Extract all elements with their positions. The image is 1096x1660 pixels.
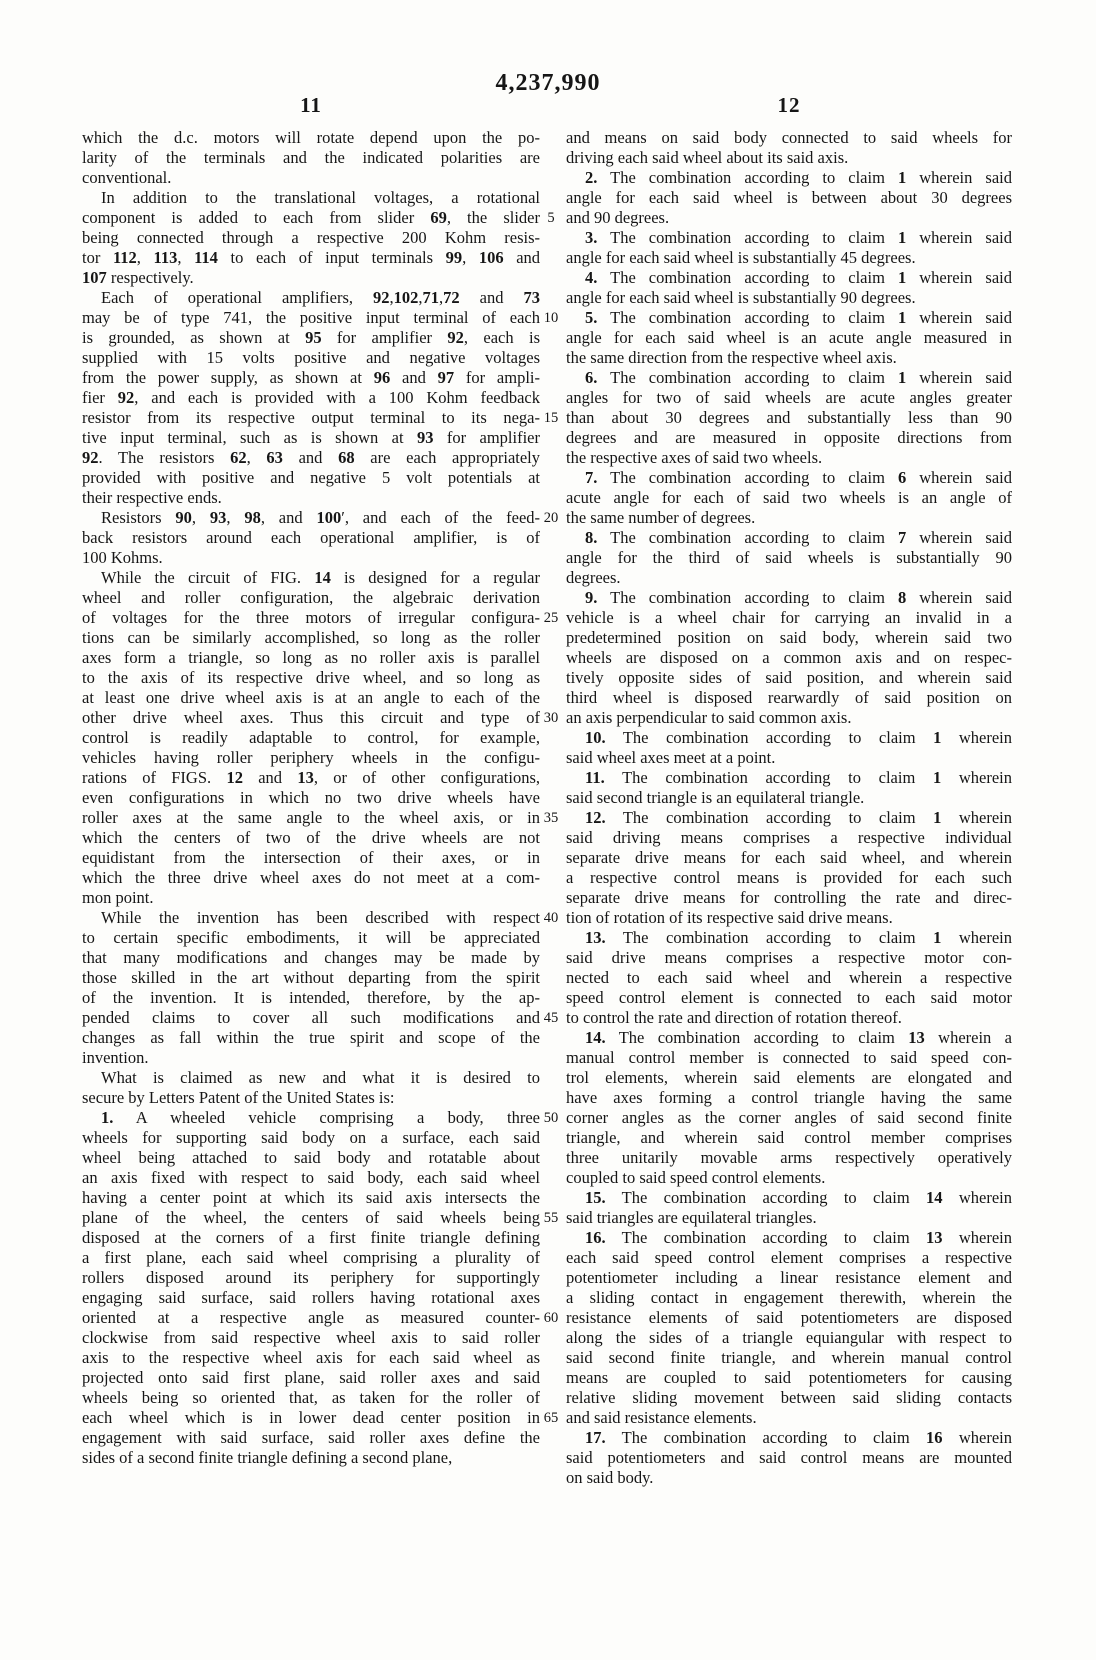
text-line: tively opposite sides of said position, and wherein said <box>566 668 1012 687</box>
right-column-text <box>566 128 1012 1488</box>
text-line: the same number of degrees. <box>566 508 756 527</box>
line-number: 40 <box>543 910 559 926</box>
text-line: a sliding contact in engagement therewith, wherein the <box>566 1288 1012 1307</box>
text-line: 17. The combination according to claim 16 wherein <box>585 1428 1012 1447</box>
text-line: manual control member is connected to said speed con- <box>566 1048 1012 1067</box>
text-line: said wheel axes meet at a point. <box>566 748 776 767</box>
text-line: corner angles as the corner angles of said second finite <box>566 1108 1012 1127</box>
text-line: said driving means comprises a respective individual <box>566 828 1012 847</box>
text-line: plane of the wheel, the centers of said wheels being <box>82 1208 540 1227</box>
text-line: engaging said surface, said rollers having rotational axes <box>82 1288 540 1307</box>
text-line: resistance elements of said potentiometers are disposed <box>566 1308 1012 1327</box>
text-line: angle for each said wheel is substantially 90 degrees. <box>566 288 916 307</box>
text-line: separate drive means for each said wheel, and wherein <box>566 848 1012 867</box>
text-line: is grounded, as shown at 95 for amplifier 92, each is <box>82 328 540 347</box>
text-line: roller axes at the same angle to the wheel axis, or in <box>82 808 540 827</box>
text-line: 10. The combination according to claim 1 wherein <box>585 728 1012 747</box>
text-line: rations of FIGS. 12 and 13, or of other configurations, <box>82 768 540 787</box>
text-line: 5. The combination according to claim 1 wherein said <box>585 308 1012 327</box>
text-line: engagement with said surface, said roller axes define the <box>82 1428 540 1447</box>
text-line: fier 92, and each is provided with a 100 Kohm feedback <box>82 388 540 407</box>
text-line: said second triangle is an equilateral triangle. <box>566 788 865 807</box>
text-line: to the axis of its respective drive wheel, and so long as <box>82 668 540 687</box>
text-line: of the invention. It is intended, therefore, by the ap- <box>82 988 540 1007</box>
text-line: three unitarily movable arms respectively operatively <box>566 1148 1012 1167</box>
text-line: a respective control means is provided for each such <box>566 868 1012 887</box>
text-line: other drive wheel axes. Thus this circuit and type of <box>82 708 540 727</box>
text-line: 1. A wheeled vehicle comprising a body, three <box>101 1108 540 1127</box>
text-line: acute angle for each of said two wheels is an angle of <box>566 488 1012 507</box>
text-line: a first plane, each said wheel comprising a plurality of <box>82 1248 540 1267</box>
line-number: 60 <box>543 1310 559 1326</box>
text-line: an axis fixed with respect to said body, each said wheel <box>82 1168 540 1187</box>
text-line: being connected through a respective 200 Kohm resis- <box>82 228 540 247</box>
text-line: the respective axes of said two wheels. <box>566 448 823 467</box>
text-line: changes as fall within the true spirit and scope of the <box>82 1028 540 1047</box>
text-line: angle for the third of said wheels is substantially 90 <box>566 548 1012 567</box>
text-line: In addition to the translational voltages, a rotational <box>101 188 540 207</box>
text-line: disposed at the corners of a first finite triangle defining <box>82 1228 540 1247</box>
text-line: means are coupled to said potentiometers for causing <box>566 1368 1012 1387</box>
text-line: relative sliding movement between said sliding contacts <box>566 1388 1012 1407</box>
text-line: triangle, and wherein said control member comprises <box>566 1128 1012 1147</box>
text-line: While the invention has been described with respect <box>101 908 540 927</box>
text-line: 3. The combination according to claim 1 wherein said <box>585 228 1012 247</box>
text-line: Resistors 90, 93, 98, and 100′, and each of the feed- <box>101 508 540 527</box>
text-line: each said speed control element comprises a respective <box>566 1248 1012 1267</box>
line-number: 25 <box>543 610 559 626</box>
text-line: said triangles are equilateral triangles. <box>566 1208 817 1227</box>
text-line: vehicles having roller periphery wheels in the configu- <box>82 748 540 767</box>
left-column-number: 11 <box>300 93 322 117</box>
text-line: angle for each said wheel is an acute angle measured in <box>566 328 1012 347</box>
text-line: from the power supply, as shown at 96 and 97 for ampli- <box>82 368 540 387</box>
text-line: back resistors around each operational amplifier, is of <box>82 528 540 547</box>
line-number-gutter <box>536 128 566 1528</box>
text-line: and 90 degrees. <box>566 208 670 227</box>
text-line: clockwise from said respective wheel axis to said roller <box>82 1328 540 1347</box>
text-line: pended claims to cover all such modifications and <box>82 1008 540 1027</box>
text-line: 2. The combination according to claim 1 wherein said <box>585 168 1012 187</box>
text-line: and said resistance elements. <box>566 1408 757 1427</box>
text-line: to certain specific embodiments, it will be appreciated <box>82 928 540 947</box>
text-line: larity of the terminals and the indicated polarities are <box>82 148 540 167</box>
text-line: to control the rate and direction of rotation thereof. <box>566 1008 902 1027</box>
text-line: each wheel which is in lower dead center position in <box>82 1408 540 1427</box>
text-line: 100 Kohms. <box>82 548 163 567</box>
text-line: tive input terminal, such as is shown at 93 for amplifier <box>82 428 540 447</box>
text-line: 9. The combination according to claim 8 wherein said <box>585 588 1012 607</box>
text-line: separate drive means for controlling the rate and direc- <box>566 888 1012 907</box>
text-line: those skilled in the art without departing from the spirit <box>82 968 540 987</box>
text-line: sides of a second finite triangle defining a second plane, <box>82 1448 453 1467</box>
text-line: 92. The resistors 62, 63 and 68 are each appropriately <box>82 448 540 467</box>
text-line: rollers disposed around its periphery for supportingly <box>82 1268 540 1287</box>
text-line: tor 112, 113, 114 to each of input terminals 99, 106 and <box>82 248 540 267</box>
text-line: angle for each said wheel is substantially 45 degrees. <box>566 248 916 267</box>
text-line: axes form a triangle, so long as no roller axis is parallel <box>82 648 540 667</box>
line-number: 55 <box>543 1210 559 1226</box>
text-line: wheels being so oriented that, as taken for the roller of <box>82 1388 540 1407</box>
text-line: oriented at a respective angle as measured counter- <box>82 1308 540 1327</box>
text-line: 7. The combination according to claim 6 wherein said <box>585 468 1012 487</box>
text-line: even configurations in which no two drive wheels have <box>82 788 540 807</box>
text-line: may be of type 741, the positive input terminal of each <box>82 308 540 327</box>
text-line: which the three drive wheel axes do not meet at a com- <box>82 868 540 887</box>
text-line: having a center point at which its said axis intersects the <box>82 1188 540 1207</box>
text-line: vehicle is a wheel chair for carrying an invalid in a <box>566 608 1012 627</box>
text-line: What is claimed as new and what it is desired to <box>101 1068 540 1087</box>
text-line: 16. The combination according to claim 13 wherein <box>585 1228 1012 1247</box>
line-number: 15 <box>543 410 559 426</box>
line-number: 30 <box>543 710 559 726</box>
text-line: control is readily adaptable to control, for example, <box>82 728 540 747</box>
text-line: 8. The combination according to claim 7 wherein said <box>585 528 1012 547</box>
text-line: angles for two of said wheels are acute angles greater <box>566 388 1012 407</box>
text-line: along the sides of a triangle equiangular with respect to <box>566 1328 1012 1347</box>
text-line: the same direction from the respective wheel axis. <box>566 348 897 367</box>
text-line: component is added to each from slider 69, the slider <box>82 208 540 227</box>
text-line: 11. The combination according to claim 1 wherein <box>585 768 1012 787</box>
text-line: degrees. <box>566 568 621 587</box>
text-line: that many modifications and changes may be made by <box>82 948 540 967</box>
line-number: 45 <box>543 1010 559 1026</box>
text-line: conventional. <box>82 168 172 187</box>
text-line: 12. The combination according to claim 1 wherein <box>585 808 1012 827</box>
text-line: secure by Letters Patent of the United States is: <box>82 1088 395 1107</box>
line-number: 10 <box>543 310 559 326</box>
line-number: 5 <box>547 210 555 226</box>
text-line: said drive means comprises a respective motor con- <box>566 948 1012 967</box>
text-line: wheels are disposed on a common axis and on respec- <box>566 648 1012 667</box>
line-number: 65 <box>543 1410 559 1426</box>
text-line: provided with positive and negative 5 volt potentials at <box>82 468 540 487</box>
text-line: supplied with 15 volts positive and negative voltages <box>82 348 540 367</box>
text-line: third wheel is disposed rearwardly of said position on <box>566 688 1012 707</box>
left-column-text <box>82 128 540 1468</box>
text-line: tions can be similarly accomplished, so long as the roller <box>82 628 540 647</box>
text-line: coupled to said speed control elements. <box>566 1168 826 1187</box>
patent-number: 4,237,990 <box>495 70 601 96</box>
text-line: said potentiometers and said control means are mounted <box>566 1448 1012 1467</box>
text-line: angle for each said wheel is between about 30 degrees <box>566 188 1012 207</box>
text-line: their respective ends. <box>82 488 222 507</box>
text-line: wheels for supporting said body on a surface, each said <box>82 1128 540 1147</box>
text-line: of voltages for the three motors of irregular configura- <box>82 608 540 627</box>
text-line: on said body. <box>566 1468 654 1487</box>
text-line: 13. The combination according to claim 1 wherein <box>585 928 1012 947</box>
text-line: wheel being attached to said body and rotatable about <box>82 1148 540 1167</box>
text-line: 107 respectively. <box>82 268 194 287</box>
text-line: projected onto said first plane, said roller axes and said <box>82 1368 540 1387</box>
text-line: potentiometer including a linear resistance element and <box>566 1268 1012 1287</box>
text-line: have axes forming a control triangle having the same <box>566 1088 1012 1107</box>
text-line: wheel and roller configuration, the algebraic derivation <box>82 588 540 607</box>
text-line: axis to the respective wheel axis for each said wheel as <box>82 1348 540 1367</box>
text-line: and means on said body connected to said wheels for <box>566 128 1012 147</box>
text-line: than about 30 degrees and substantially less than 90 <box>566 408 1012 427</box>
text-line: driving each said wheel about its said axis. <box>566 148 849 167</box>
text-line: equidistant from the intersection of their axes, or in <box>82 848 540 867</box>
text-line: 14. The combination according to claim 13 wherein a <box>585 1028 1012 1047</box>
left-column <box>82 94 540 1468</box>
text-line: trol elements, wherein said elements are elongated and <box>566 1068 1012 1087</box>
text-line: which the centers of two of the drive wheels are not <box>82 828 540 847</box>
text-line: tion of rotation of its respective said drive means. <box>566 908 893 927</box>
text-line: mon point. <box>82 888 154 907</box>
text-line: Each of operational amplifiers, 92,102,71,72 and 73 <box>101 288 540 307</box>
right-column-number: 12 <box>777 93 801 117</box>
right-column <box>566 94 1012 1488</box>
text-line: resistor from its respective output terminal to its nega- <box>82 408 540 427</box>
line-number: 35 <box>543 810 559 826</box>
text-line: speed control element is connected to each said motor <box>566 988 1012 1007</box>
line-number: 20 <box>543 510 559 526</box>
text-line: 6. The combination according to claim 1 wherein said <box>585 368 1012 387</box>
text-line: nected to each said wheel and wherein a respective <box>566 968 1012 987</box>
text-line: at least one drive wheel axis is at an angle to each of the <box>82 688 540 707</box>
text-line: which the d.c. motors will rotate depend upon the po- <box>82 128 540 147</box>
text-line: said second finite triangle, and wherein manual control <box>566 1348 1012 1367</box>
text-line: degrees and are measured in opposite directions from <box>566 428 1012 447</box>
line-number: 50 <box>543 1110 559 1126</box>
text-line: predetermined position on said body, wherein said two <box>566 628 1012 647</box>
text-line: 4. The combination according to claim 1 wherein said <box>585 268 1012 287</box>
text-line: invention. <box>82 1048 149 1067</box>
text-line: an axis perpendicular to said common axis. <box>566 708 852 727</box>
text-line: While the circuit of FIG. 14 is designed for a regular <box>101 568 540 587</box>
text-line: 15. The combination according to claim 14 wherein <box>585 1188 1012 1207</box>
